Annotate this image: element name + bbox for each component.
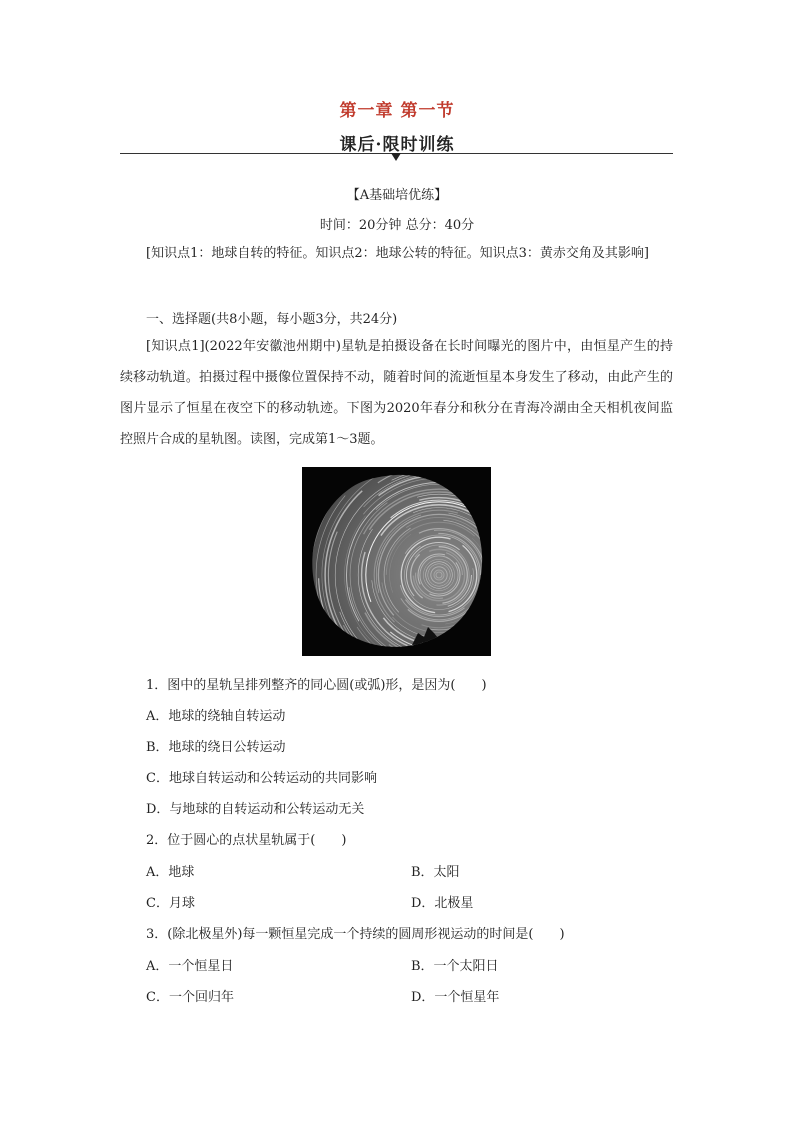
divider-arrow-icon — [391, 153, 401, 161]
question-1-option-d: D．与地球的自转运动和公转运动无关 — [146, 802, 365, 817]
section-subtitle: 课后·限时训练 — [339, 135, 455, 155]
question-3-option-c: C．一个回归年 — [146, 990, 234, 1005]
reading-passage: [知识点1](2022年安徽池州期中)星轨是拍摄设备在长时间曝光的图片中，由恒星产生的持续移动轨道。拍摄过程中摄像位置保持不动，随着时间的流逝恒星本身发生了移动，由此产生的图片显示了恒星在夜空下的移动轨迹。下图为2020年春分和秋分在青海冷湖由全天相机夜间监控照片合成的星轨图。读图，完成第1～3题。 — [120, 339, 673, 447]
level-tag: 【A基础培优练】 — [346, 188, 448, 203]
question-2-option-d: D．北极星 — [411, 896, 474, 911]
question-3-stem: 3．(除北极星外)每一颗恒星完成一个持续的圆周形视运动的时间是( ) — [146, 927, 565, 942]
question-2-option-c: C．月球 — [146, 896, 195, 911]
part-heading: 一、选择题(共8小题，每小题3分，共24分) — [146, 312, 398, 327]
question-1-option-a: A．地球的绕轴自转运动 — [146, 709, 286, 724]
question-1-option-b: B．地球的绕日公转运动 — [146, 740, 286, 755]
question-3-option-d: D．一个恒星年 — [411, 990, 500, 1005]
question-3-option-a: A．一个恒星日 — [146, 959, 234, 974]
question-2-stem: 2．位于圆心的点状星轨属于( ) — [146, 833, 347, 848]
question-1-stem: 1．图中的星轨呈排列整齐的同心圆(或弧)形，是因为( ) — [146, 678, 487, 693]
knowledge-points: [知识点1：地球自转的特征。知识点2：地球公转的特征。知识点3：黄赤交角及其影响] — [146, 246, 649, 261]
star-trail-photo — [302, 467, 491, 656]
question-1-option-c: C．地球自转运动和公转运动的共同影响 — [146, 771, 377, 786]
chapter-title: 第一章 第一节 — [339, 101, 455, 121]
question-2-option-a: A．地球 — [146, 865, 195, 880]
question-2-option-b: B．太阳 — [411, 865, 460, 880]
question-3-option-b: B．一个太阳日 — [411, 959, 499, 974]
time-score-info: 时间：20分钟 总分：40分 — [319, 218, 475, 233]
